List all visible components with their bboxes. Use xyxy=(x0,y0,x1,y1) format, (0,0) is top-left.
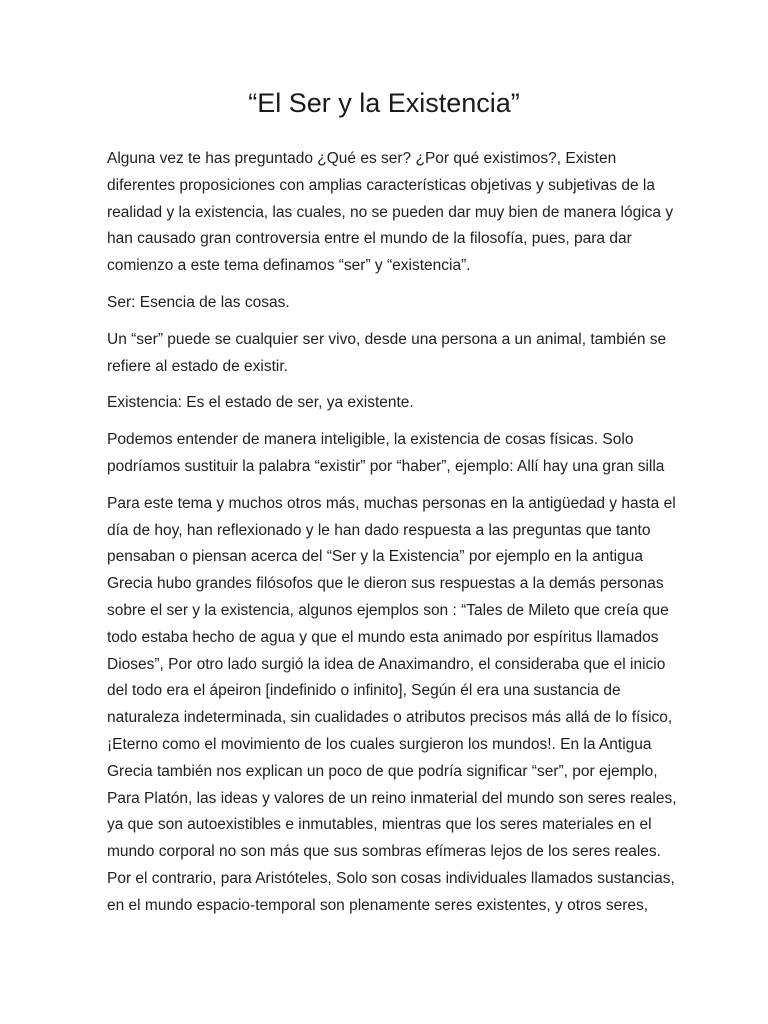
text-line: Para Platón, las ideas y valores de un reino inmaterial del mundo son seres reales, xyxy=(107,789,677,807)
text-line: ¡Eterno como el movimiento de los cuales surgieron los mundos!. En la Antigua xyxy=(107,735,652,753)
text-line: podríamos sustituir la palabra “existir” por “haber”, ejemplo: Allí hay una gran silla xyxy=(107,457,665,475)
text-line: refiere al estado de existir. xyxy=(107,357,288,375)
text-line: Alguna vez te has preguntado ¿Qué es ser? ¿Por qué existimos?, Existen xyxy=(107,150,617,167)
paragraph-existencia-explanation xyxy=(107,427,667,481)
text-line: Por el contrario, para Aristóteles, Solo son cosas individuales llamados sustancias, xyxy=(107,869,675,887)
text-line: naturaleza indeterminada, sin cualidades o atributos precisos más allá de lo físico, xyxy=(107,709,673,727)
text-line: Dioses”, Por otro lado surgió la idea de Anaximandro, el consideraba que el inicio xyxy=(107,655,666,673)
text-line: ya que son autoexistibles e inmutables, mientras que los seres materiales en el xyxy=(107,816,652,834)
text-line: Ser: Esencia de las cosas. xyxy=(107,293,290,311)
text-line: en el mundo espacio-temporal son plenamente seres existentes, y otros seres, xyxy=(107,896,649,914)
document-body xyxy=(107,146,677,930)
text-line: día de hoy, han reflexionado y le han dado respuesta a las preguntas que tanto xyxy=(107,521,651,539)
text-line: pensaban o piensan acerca del “Ser y la Existencia” por ejemplo en la antigua xyxy=(107,548,643,566)
text-line: sobre el ser y la existencia, algunos ejemplos son : “Tales de Mileto que creía que xyxy=(107,601,669,619)
text-line: del todo era el ápeiron [indefinido o infinito], Según él era una sustancia de xyxy=(107,682,621,700)
text-line: han causado gran controversia entre el mundo de la filosofía, pues, para dar xyxy=(107,230,632,248)
text-line: Grecia hubo grandes filósofos que le dieron sus respuestas a la demás personas xyxy=(107,575,664,593)
text-line: Grecia también nos explican un poco de que podría significar “ser”, por ejemplo, xyxy=(107,762,658,780)
text-line: Un “ser” puede se cualquier ser vivo, desde una persona a un animal, también se xyxy=(107,330,667,348)
text-line: realidad y la existencia, las cuales, no se pueden dar muy bien de manera lógica y xyxy=(107,203,674,221)
text-line: Para este tema y muchos otros más, muchas personas en la antigüedad y hasta el xyxy=(107,494,676,512)
text-line: mundo corporal no son más que sus sombras efímeras lejos de los seres reales. xyxy=(107,843,661,861)
document-title: “El Ser y la Existencia” xyxy=(248,88,520,118)
text-line: todo estaba hecho de agua y que el mundo esta animado por espíritus llamados xyxy=(107,628,659,646)
paragraph-intro xyxy=(107,146,674,280)
paragraph-ser-explanation xyxy=(107,327,667,381)
text-line: Existencia: Es el estado de ser, ya existente. xyxy=(107,394,414,412)
paragraph-existencia-definition xyxy=(107,390,667,417)
paragraph-philosophers xyxy=(107,491,677,920)
text-line: comienzo a este tema definamos “ser” y “existencia”. xyxy=(107,257,471,275)
text-line: diferentes proposiciones con amplias características objetivas y subjetivas de la xyxy=(107,176,655,194)
text-line: Podemos entender de manera inteligible, la existencia de cosas físicas. Solo xyxy=(107,431,634,449)
paragraph-ser-definition xyxy=(107,290,667,317)
